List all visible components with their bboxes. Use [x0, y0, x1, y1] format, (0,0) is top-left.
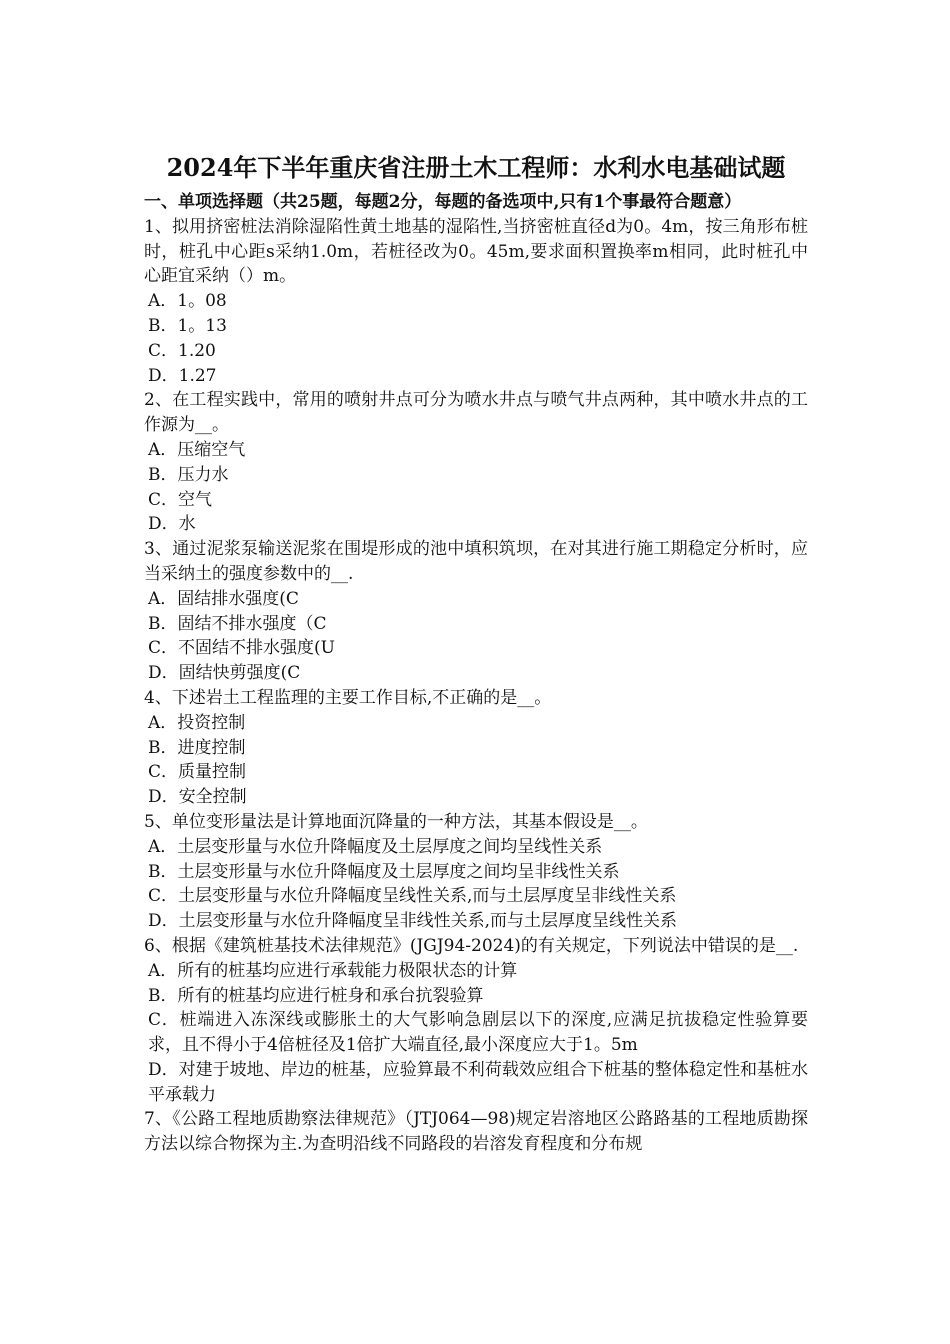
option-b: B．进度控制: [148, 737, 246, 758]
question-4: [144, 686, 808, 810]
option-a: A．投资控制: [148, 712, 246, 733]
question-7: [144, 1107, 808, 1157]
question-5: [144, 810, 808, 934]
option-c: C．土层变形量与水位升降幅度呈线性关系,而与土层厚度呈非线性关系: [148, 886, 677, 907]
option-d: D．土层变形量与水位升降幅度呈非线性关系,而与土层厚度呈线性关系: [148, 911, 678, 932]
option-d: D．1.27: [148, 365, 217, 386]
section-heading: 一、单项选择题（共25题，每题2分，每题的备选项中,只有1个事最符合题意）: [144, 192, 742, 212]
question-text: 6、根据《建筑桩基技术法律规范》(JGJ94-2024)的有关规定，下列说法中错误的是__.: [144, 935, 799, 956]
option-b: B．1。13: [148, 315, 227, 336]
option-b: B．压力水: [148, 464, 229, 485]
document-title: 2024年下半年重庆省注册土木工程师：水利水电基础试题: [166, 153, 786, 182]
question-text: 4、下述岩土工程监理的主要工作目标,不正确的是__。: [144, 687, 552, 708]
question-3: [144, 537, 808, 686]
question-6: [144, 934, 808, 1108]
option-a: A．固结排水强度(C: [148, 588, 299, 609]
option-a: A．1。08: [148, 291, 227, 312]
option-c: C．不固结不排水强度(U: [148, 638, 335, 659]
question-text: 1、拟用挤密桩法消除湿陷性黄土地基的湿陷性,当挤密桩直径d为0。4m，按三角形布桩时，桩孔中心距s采纳1.0m，若桩径改为0。45m,要求面积置换率m相同，此时桩孔中心距宜采纳（）m。: [144, 216, 808, 287]
option-d: D．安全控制: [148, 787, 247, 808]
option-c: C．空气: [148, 489, 213, 510]
option-a: A．压缩空气: [148, 439, 246, 460]
question-text: 5、单位变形量法是计算地面沉降量的一种方法，其基本假设是__。: [144, 811, 648, 832]
question-1: [144, 215, 808, 389]
option-b: B．固结不排水强度（C: [148, 613, 327, 634]
option-d: D．水: [148, 514, 196, 535]
question-text: 2、在工程实践中，常用的喷射井点可分为喷水井点与喷气井点两种，其中喷水井点的工作源为__。: [144, 390, 808, 436]
document-page: [144, 150, 808, 1157]
option-c: C．质量控制: [148, 762, 247, 783]
question-text: 7、《公路工程地质勘察法律规范》（JTJ064—98)规定岩溶地区公路路基的工程地质勘探方法以综合物探为主.为查明沿线不同路段的岩溶发育程度和分布规: [144, 1109, 808, 1155]
option-a: A．所有的桩基均应进行承载能力极限状态的计算: [148, 960, 518, 981]
option-b: B．土层变形量与水位升降幅度及土层厚度之间均呈非线性关系: [148, 861, 620, 882]
option-b: B．所有的桩基均应进行桩身和承台抗裂验算: [148, 985, 484, 1006]
option-c: C．1.20: [148, 340, 216, 361]
question-2: [144, 388, 808, 537]
question-text: 3、通过泥浆泵输送泥浆在围堤形成的池中填积筑坝，在对其进行施工期稳定分析时，应当采纳土的强度参数中的__.: [144, 539, 808, 584]
option-d: D．固结快剪强度(C: [148, 663, 301, 684]
option-a: A．土层变形量与水位升降幅度及土层厚度之间均呈线性关系: [148, 836, 603, 857]
option-d: D．对建于坡地、岸边的桩基，应验算最不利荷载效应组合下桩基的整体稳定性和基桩水平承载力: [148, 1059, 808, 1105]
option-c: C．桩端进入冻深线或膨胀土的大气影响急剧层以下的深度,应满足抗拔稳定性验算要求，且不得小于4倍桩径及1倍扩大端直径,最小深度应大于1。5m: [148, 1010, 808, 1056]
